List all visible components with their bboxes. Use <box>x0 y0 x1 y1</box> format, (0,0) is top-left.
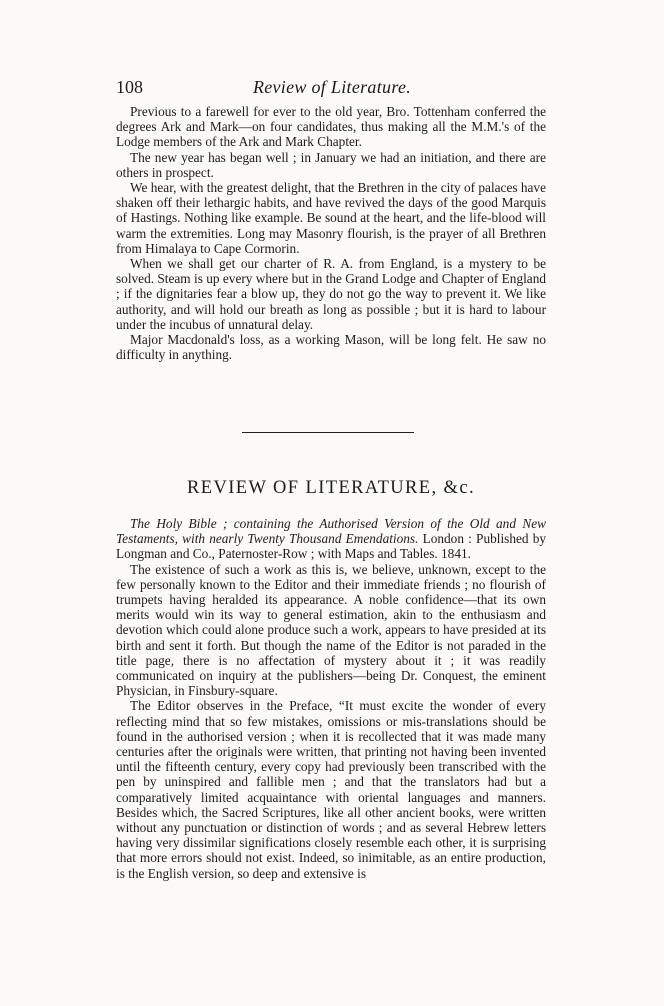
book-entry <box>116 516 546 562</box>
running-head: Review of Literature. <box>252 77 412 97</box>
section-title: REVIEW OF LITERATURE, &c. <box>187 478 475 498</box>
paragraph: The Editor observes in the Preface, “It must excite the wonder of every reflecting mind that so few mistakes, omissions or mis-translations should be found in the authorised version ; when it is recollected that it was made many centuries after the originals were written, that printing not having been invented until the fifteenth century, every copy had previously been transcribed with the pen by uninspired and fallible men ; and that the translators had but a comparatively limited acquaintance with oriental languages and manners. Besides which, the Sacred Scriptures, like all other ancient books, were written without any punctuation or distinction of words ; and as several Hebrew letters having very dissimilar significations closely resemble each other, it is surprising that more errors should not exist. Indeed, so inimitable, as an entire production, is the English version, so deep and extensive is <box>116 698 546 881</box>
paragraph: We hear, with the greatest delight, that the Brethren in the city of palaces have shaken off their lethargic habits, and have revived the days of the good Marquis of Hastings. Nothing like example. Be sound at the heart, and the life-blood will warm the extremities. Long may Masonry flourish, is the prayer of all Brethren from Himalaya to Cape Cormorin. <box>116 180 546 256</box>
paragraph: Previous to a farewell for ever to the old year, Bro. Tottenham conferred the degrees Ark and Mark—on four candidates, thus making all the M.M.'s of the Lodge members of the Ark and Mark Chapter. <box>116 104 546 150</box>
page-header <box>116 77 548 99</box>
page-number: 108 <box>116 77 143 97</box>
review-text <box>116 516 546 881</box>
correspondence-text <box>116 104 546 362</box>
paragraph: When we shall get our charter of R. A. from England, is a mystery to be solved. Steam is up every where but in the Grand Lodge and Chapter of England ; if the dignitaries fear a blow up, they do not go the way to prevent it. We like authority, and will hold our breath as long as possible ; but it is hard to labour under the incubus of unnatural delay. <box>116 256 546 332</box>
book-imprint: London : Published by Longman and Co., Paternoster-Row ; with Maps and Tables. 1841. <box>116 531 547 562</box>
paragraph: Major Macdonald's loss, as a working Mason, will be long felt. He saw no difficulty in anything. <box>116 332 546 363</box>
book-title: The Holy Bible ; containing the Authorised Version of the Old and New Testaments, with nearly Twenty Thousand Emendations. <box>116 516 546 547</box>
paragraph: The new year has began well ; in January we had an initiation, and there are others in prospect. <box>116 149 546 180</box>
paragraph: The existence of such a work as this is, we believe, unknown, except to the few personally known to the Editor and their immediate friends ; no flourish of trumpets having heralded its appearance. A noble confidence—that its own merits would win its way to general estimation, akin to the enthusiasm and devotion which could alone produce such a work, appears to have presided at its birth and sent it forth. But though the name of the Editor is not paraded in the title page, there is no affectation of mystery about it ; it was readily communicated on inquiry at the publishers—being Dr. Conquest, the eminent Physician, in Finsbury-square. <box>116 561 546 699</box>
section-divider <box>242 432 414 433</box>
